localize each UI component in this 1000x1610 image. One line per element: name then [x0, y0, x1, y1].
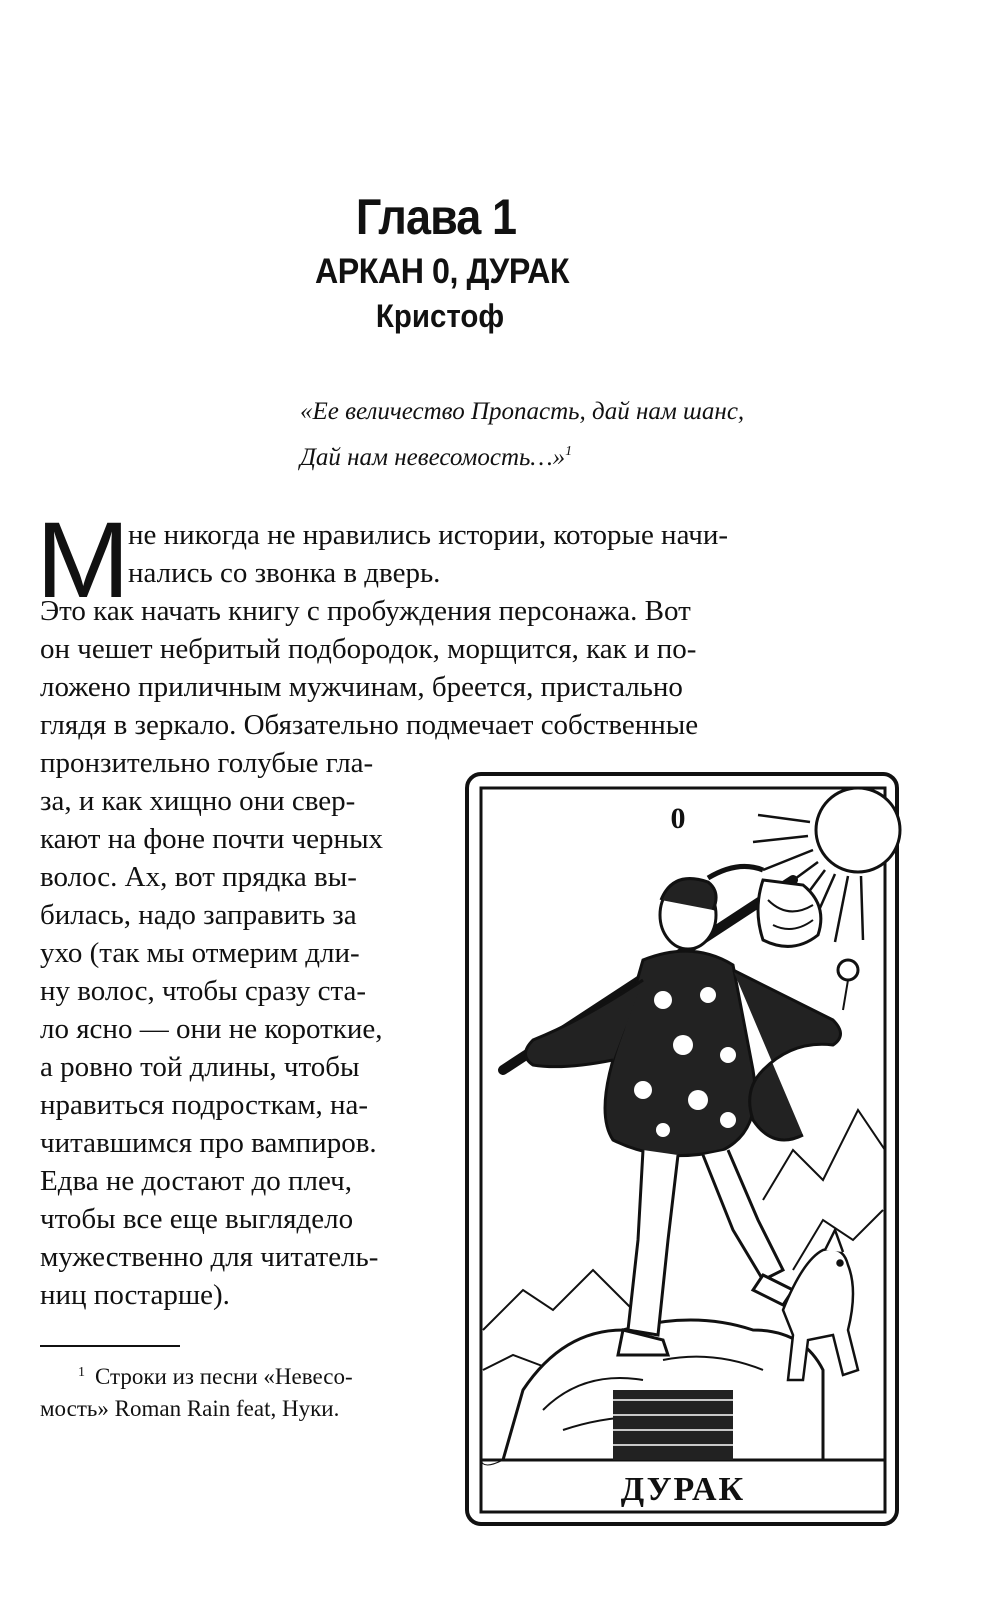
footnote-line-1 [78, 1356, 353, 1394]
footnote-text-1: Строки из песни «Невесо- [95, 1364, 353, 1389]
body-line: ну волос, чтобы сразу ста- [40, 975, 367, 1007]
arcana-subtitle: АРКАН 0, ДУРАК [314, 252, 570, 291]
epigraph-line-1: «Ее величество Пропасть, дай нам шанс, [300, 398, 745, 425]
footnote-line-2: мость» Roman Rain feat, Нуки. [40, 1396, 340, 1421]
body-line: волос. Ах, вот прядка вы- [40, 861, 357, 893]
card-number: 0 [670, 802, 686, 835]
body-line: кают на фоне почти черных [40, 823, 384, 855]
body-line: он чешет небритый подбородок, морщится, как и по- [40, 633, 697, 665]
fool-card-drawing [463, 770, 903, 1530]
body-line: мужественно для читатель- [40, 1241, 379, 1273]
body-line: ложено приличным мужчинам, бреется, пристально [40, 671, 683, 703]
tarot-card-illustration [463, 770, 903, 1530]
footnote-divider [40, 1345, 180, 1347]
body-line: билась, надо заправить за [40, 899, 357, 931]
body-line: пронзительно голубые гла- [40, 747, 374, 779]
body-line: ло ясно — они не короткие, [40, 1013, 383, 1045]
epigraph [300, 392, 744, 478]
epigraph-line-2-text: Дай нам невесомость…» [300, 444, 566, 471]
body-line: ниц постарше). [40, 1279, 230, 1311]
body-line: чтобы все еще выглядело [40, 1203, 354, 1235]
body-line: нались со звонка в дверь. [128, 557, 441, 589]
body-line: нравиться подросткам, на- [40, 1089, 369, 1121]
footnote-reference: 1 [565, 444, 573, 459]
drop-cap: М [35, 499, 131, 620]
chapter-title: Глава 1 [355, 189, 517, 245]
body-line: за, и как хищно они свер- [40, 785, 356, 817]
body-line: читавшимся про вампиров. [40, 1127, 377, 1159]
body-line: а ровно той длины, чтобы [40, 1051, 360, 1083]
narrator-name: Кристоф [375, 298, 505, 334]
body-line: Это как начать книгу с пробуждения персонажа. Вот [40, 595, 691, 627]
body-line: Едва не достают до плеч, [40, 1165, 352, 1197]
card-name: ДУРАК [620, 1471, 746, 1508]
body-line: глядя в зеркало. Обязательно подмечает собственные [40, 709, 699, 741]
body-line: не никогда не нравились истории, которые начи- [128, 519, 729, 551]
body-line: ухо (так мы отмерим дли- [40, 937, 360, 969]
footnote-mark: 1 [78, 1365, 85, 1380]
epigraph-line-2 [300, 432, 744, 478]
